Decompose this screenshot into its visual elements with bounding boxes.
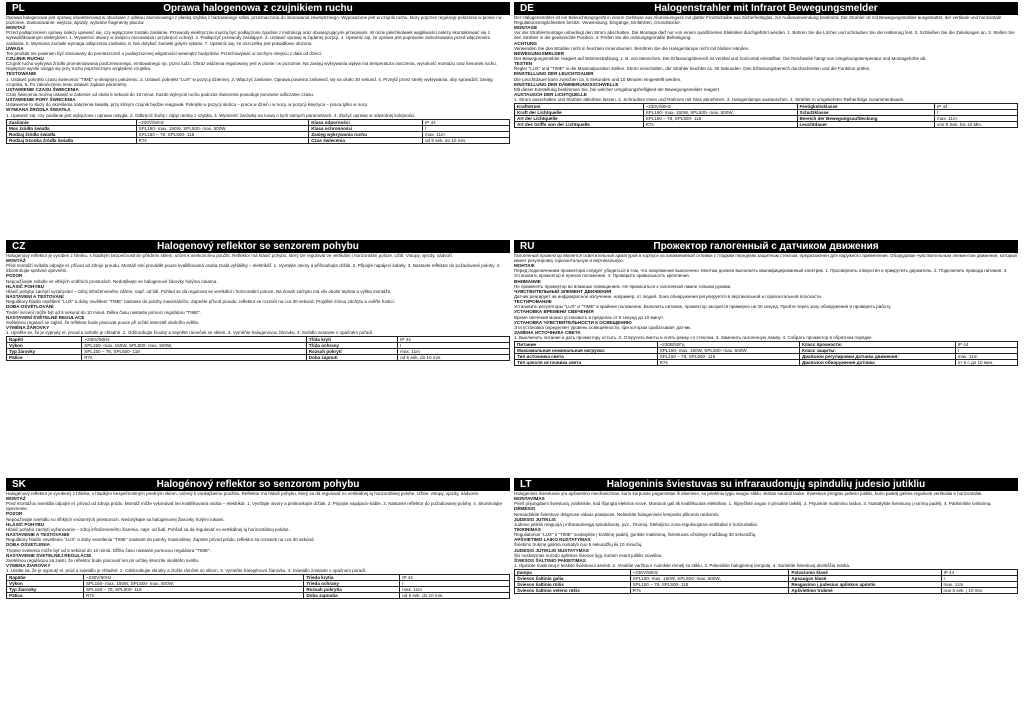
subheading: TESTEN bbox=[514, 61, 533, 67]
subheading: TESTOWANIE bbox=[6, 71, 37, 77]
paragraph: Reguliatorius "LUX" ir "TIME" nustatykite į kraštinę padėtį. Įjunkite maitinimą, šviestuvas užsidegs maždaug 30 sekundžių. bbox=[514, 532, 757, 538]
spec-label: Typ žárovky bbox=[7, 349, 82, 355]
spec-value: ~230V/50Hz bbox=[83, 575, 303, 581]
paragraph: Czas świecenia można ustawić w zakresie od około 5 sekund do 10 minut. Każde wykrycie ruchu podczas świecenia powoduje ponowne odliczanie czasu. bbox=[6, 91, 315, 97]
subheading: ŠVIESOS ŠALTINIO PAKEITIMAS bbox=[514, 557, 586, 563]
spec-value: ~230V/50Hz bbox=[136, 119, 309, 125]
spec-value: od 5 sek. do 10 min. bbox=[398, 355, 510, 361]
section-title-bar bbox=[6, 478, 510, 491]
spec-label: Výkon bbox=[7, 581, 84, 587]
spec-label: Napätie bbox=[7, 575, 84, 581]
section-de bbox=[514, 2, 1018, 240]
spec-label: Įtampa bbox=[515, 570, 631, 576]
paragraph: Regler "LUX" und "TIME" in die Maximalposition stellen. Strom einschalten, der Strahler leuchtet ca. 30 Sekunden. Den Erfassungsbereich durchschreiten und die Funktion prüfen. bbox=[514, 66, 871, 72]
spec-value: SPL150 – 78, SPL500- 118 bbox=[643, 116, 797, 122]
subheading: ЗАМЕНА ИСТОЧНИКА СВЕТА bbox=[514, 330, 581, 336]
spec-value: ~230V/50Hz bbox=[630, 570, 789, 576]
spec-label: Trieda krytia bbox=[304, 575, 400, 581]
subheading: UWAGA bbox=[6, 45, 24, 51]
paragraph: Pred montážou svietidla odpojte el. prívod od zdroja prúdu. Montáž môže vykonávať len kvalifikovaná osoba – elektrikár. 1. Vyvŕtajte otvory a priskrutkujte držiak. 2. Pripojte napájacie káble. 3. Nastavte reflektor do požadovanej polohy. 4. Skontrolujte upevnenie. bbox=[6, 501, 502, 512]
paragraph: Judesio jutiklis reaguoja į infraraudonąją spinduliuotę, pvz., žmonių. Stebėjimo zona reguliuojama vertikaliai ir horizontaliai. bbox=[514, 521, 758, 527]
language-code: SK bbox=[12, 479, 26, 490]
spec-value: nuo 5 sek. į 10 min. bbox=[941, 588, 1017, 594]
spec-value: SPL150 – 78, SPL500- 118 bbox=[82, 349, 306, 355]
spec-value: IP 44 bbox=[423, 119, 510, 125]
subheading: ТЕСТИРОВАНИЕ bbox=[514, 299, 552, 305]
paragraph: Hlásič pohybu zachytí vyzařování – zdroj infračerveného záření, např. od lidí. Pohled se dá regulovat ve vertikální i horizontální poloze. Na dosah záchytu má vliv okolní teplota a výška montáže. bbox=[6, 288, 392, 294]
spec-value: SPL150 – 78, SPL500- 118 bbox=[657, 354, 799, 360]
spec-value: SPL150- max. 150W, SPL500- max. 500W bbox=[136, 125, 309, 131]
spec-row bbox=[7, 137, 510, 143]
paragraph: 1. Upewnić się, czy zasilanie jest wyłączone i oprawa ostygła. 2. Odkręcić śruby i zdjąć ramkę z szybką. 3. Wymienić żarówkę na nową o tych samych parametrach. 4. Złożyć oprawę w odwrotnej kolejności. bbox=[6, 112, 416, 118]
spec-value: R7s bbox=[657, 360, 799, 366]
subheading: MONTÁŽ bbox=[6, 258, 26, 264]
spec-label: Класс прочности: bbox=[799, 342, 955, 348]
paragraph: Ustawienie to służy do określenia natężenia światła, przy którym czujnik będzie reagował. Pokrętło w pozycji słońca – praca w dzień i w nocy, w pozycji księżyca – praca tylko w nocy. bbox=[6, 102, 368, 108]
spec-label: Doba zapnutia bbox=[304, 593, 400, 599]
paragraph: Przed podłączeniem oprawy należy upewnić się, czy wyłączone zostało zasilanie. Przewody elektryczne muszą być podłączone zgodnie z instrukcją oraz obowiązującymi przepisami. W razie jakichkolwiek wątpliwości należy skontaktować się z wykwalifikowanym elektrykiem. 1. Wywiercić otwory w miejscu mocowania i przykręcić uchwyt. 2. Podłączyć przewody zasilające. 3. Ustawić oprawę w żądanej pozycji. 4. Upewnić się, że oprawa jest poprawnie zamontowana przed włączeniem zasilania. 5. Wymiana żarówki wymaga odłączenia zasilania. 6. Nie dotykać żarówki gołymi rękami. 7. Upewnić się, że uszczelka jest prawidłowo ułożona. bbox=[6, 30, 491, 46]
spec-value: SPL150- max. 150W, SPL500- max. 500W, bbox=[643, 110, 797, 116]
paragraph: Nepoužívajte svietidlo vo vlhkých vnútorných priestoroch. Nedotýkajte sa halogénovej žiarovky holými rukami. bbox=[6, 516, 225, 522]
section-body bbox=[6, 491, 510, 573]
paragraph: Regulátory hladin osvětlení "LUX" a doby osvětlení "TIME" nastavte do polohy maximálního. Zapněte přívod proudu, reflektor se rozsvítí na cca 30 sekund. Projděte zónou záchytu a ověřte funkci. bbox=[6, 299, 395, 305]
subheading: USTAWIENIE PORY ŚWIECENIA bbox=[6, 97, 76, 103]
subheading: MONTAGE bbox=[514, 25, 538, 31]
section-title: Halogeninis šviestuvas su infraraudonųjų spindulių judesio jutikliu bbox=[606, 479, 926, 490]
spec-value: I bbox=[934, 110, 1017, 116]
paragraph: Ten produkt nie powinien być stosowany do pomieszczeń o podwyższonej wilgotności wewnątrz budynków. Przechowywać w suchym miejscu z dala od dzieci. bbox=[6, 50, 323, 56]
paragraph: 1. Strom ausschalten und Strahler abkühlen lassen. 2. Schrauben lösen und Rahmen mit Glas abnehmen. 3. Halogenlampe austauschen. 4. Strahler in umgekehrter Reihenfolge zusammenbauen. bbox=[514, 97, 905, 103]
paragraph: Галогенный прожектор является осветительной арматурой в корпусе из алюминиевой отливки с гладким передним защитным стеклом, предназначен для наружного применения. Оборудован чувствительным элементом движения, который имеет регулировку горизонтальную и вертикальную. bbox=[514, 253, 1017, 264]
paragraph: Nepoužívejte svítidlo ve vlhkých vnitřních prostorách. Nedotýkejte se halogenové žárovky holýma rukama. bbox=[6, 278, 218, 284]
spec-label: Pätica bbox=[7, 593, 84, 599]
subheading: BEWEGUNGSMELDER bbox=[514, 50, 565, 56]
paragraph: Verwenden Sie den Strahler nicht in feuchten Innenräumen. Berühren Sie die Halogenlampe nicht mit bloßen Händen. bbox=[514, 45, 750, 51]
section-ru bbox=[514, 240, 1018, 478]
spec-label: Класс защиты: bbox=[799, 348, 955, 354]
spec-label: Art der Lichtquelle bbox=[515, 116, 644, 122]
subheading: MONTAŻ bbox=[6, 25, 26, 31]
spec-value: IP 44 bbox=[941, 570, 1017, 576]
language-code: PL bbox=[12, 3, 25, 14]
paragraph: Czujnik ruchu wykrywa źródło promieniowania podczerwonego, emitowanego np. przez ludzi. Obraz widzenia regulowany jest w pionie i w poziomie. Na zasięg wykrywania wpływ ma temperatura otoczenia, wysokość montażu oraz kierunek ruchu. Najlepsze wyniki osiąga się przy ruchu poprzecznym względem czujnika. bbox=[6, 61, 497, 72]
subheading: УСТАНОВКА ЧУВСТВИТЕЛЬНОСТИ К ОСВЕЩЕНИЮ bbox=[514, 319, 632, 325]
spec-value: R7s bbox=[630, 588, 789, 594]
subheading: ЧУВСТВИТЕЛЬНЫЙ ЭЛЕМЕНТ ДВИЖЕНИЯ bbox=[514, 288, 612, 294]
spec-label: Typ žiarovky bbox=[7, 587, 84, 593]
subheading: AUSTAUSCH DER LICHTQUELLE bbox=[514, 92, 587, 98]
spec-row bbox=[515, 122, 1018, 128]
spec-label: Rozsah pokrytia bbox=[304, 587, 400, 593]
spec-value: IP 44 bbox=[955, 342, 1017, 348]
spec-value: от 5 с до 10 мин. bbox=[955, 360, 1017, 366]
spec-label: Art des Griffs von der Lichtquelle bbox=[515, 122, 644, 128]
spec-label: Moc źródła światła bbox=[7, 125, 137, 131]
spec-value: I bbox=[423, 125, 510, 131]
spec-label: Rodzaj źródła światła bbox=[7, 131, 137, 137]
left-column bbox=[6, 2, 510, 722]
spec-value: ~230V/50Hz bbox=[643, 104, 797, 110]
subheading: NASTAVENÍ SVĚTELNÉ REGULACE bbox=[6, 314, 85, 320]
spec-value: max. 11m bbox=[941, 582, 1017, 588]
spec-row bbox=[515, 360, 1018, 366]
spec-label: Šviesos šaltinio veleno rūšis bbox=[515, 588, 631, 594]
section-body bbox=[6, 253, 510, 335]
paragraph: Время свечения можно установить в пределах от 5 секунд до 10 минут. bbox=[514, 314, 664, 320]
subheading: DĖMESIO bbox=[514, 506, 536, 512]
subheading: EINSTELLUNG DER LEUCHTDAUER bbox=[514, 71, 594, 77]
paragraph: 1. Išjunkite maitinimą ir leiskite šviestuvui atvėsti. 2. Atsukite varžtus ir nuimkite rėmelį su stiklu. 3. Pakeiskite halogeninę lemputę. 4. Surinkite šviestuvą atvirkščia tvarka. bbox=[514, 563, 851, 569]
paragraph: Der Bewegungsmelder reagiert auf Wärmestrahlung, z. B. von Menschen. Der Erfassungsbereich ist vertikal und horizontal einstellbar. Die Reichweite hängt von Umgebungstemperatur und Montagehöhe ab. bbox=[514, 56, 927, 62]
section-title-bar bbox=[514, 2, 1018, 15]
spec-value: I bbox=[941, 576, 1017, 582]
spec-value: ~230V/50Hz bbox=[82, 337, 306, 343]
spec-label: Doba zapnutí bbox=[306, 355, 397, 361]
specifications-table bbox=[514, 341, 1018, 366]
subheading: MONTÁŽ bbox=[6, 496, 26, 502]
spec-label: Kraft der Lichtquelle bbox=[515, 110, 644, 116]
language-code: RU bbox=[520, 241, 535, 252]
paragraph: Před montáží svítidla odpojte el. přívod od zdroje proudu. Montáž smí provádět pouze kvalifikovaná osoba znalá vyhlášky – elektrikář. 1. Vyvrtejte otvory a přišroubujte držák. 2. Připojte napájecí kabely. 3. Nastavte reflektor do požadované polohy. 4. Zkontrolujte správné upevnění. bbox=[6, 263, 501, 274]
subheading: EINSTELLUNG DER DÄMMERUNGSSCHWELLE bbox=[514, 81, 619, 87]
spec-label: Leuchtdauer bbox=[797, 122, 934, 128]
section-title-bar bbox=[6, 240, 510, 253]
spec-value: R7s bbox=[82, 355, 306, 361]
language-code: LT bbox=[520, 479, 532, 490]
paragraph: Trvanie svietenia môže byť od 5 sekúnd do 10 minút. Dĺžku času nastavte pomocou regulátora "TIME". bbox=[6, 547, 211, 553]
paragraph: Světelnou regulací se zajistí, že reflektor bude pracovat pouze při určité intenzitě okolního světla. bbox=[6, 319, 200, 325]
spec-value: SPL150- max. 150W, SPL500- max. 500W, bbox=[657, 348, 799, 354]
spec-label: Питание bbox=[515, 342, 658, 348]
spec-value: IP 44 bbox=[398, 337, 510, 343]
spec-label: Festigkeitsklasse bbox=[797, 104, 934, 110]
spec-label: Тип цоколя источника света bbox=[515, 360, 658, 366]
subheading: ACHTUNG bbox=[514, 40, 537, 46]
spec-label: Klasa odporności bbox=[309, 119, 423, 125]
section-body bbox=[514, 491, 1018, 568]
spec-value: IP 44 bbox=[934, 104, 1017, 110]
spec-value: max. 11m bbox=[934, 116, 1017, 122]
spec-value: SPL150- max. 150W, SPL500- max. 500W, bbox=[83, 581, 303, 587]
paragraph: Švietimo trukmę galima nustatyti nuo 5 sekundžių iki 10 minučių. bbox=[514, 542, 643, 548]
subheading: POZOR bbox=[6, 511, 23, 517]
spec-value: max. 11m bbox=[955, 354, 1017, 360]
spec-value: R7s bbox=[643, 122, 797, 128]
paragraph: Nenaudokite šviestuvo drėgnose vidaus patalpose. Nelieskite halogeninės lemputės plikomis rankomis. bbox=[514, 511, 720, 517]
subheading: ВНИМАНИЕ bbox=[514, 278, 541, 284]
subheading: DOBA OSVĚTLOVÁNÍ bbox=[6, 304, 54, 310]
spec-label: Klasa ochronności bbox=[309, 125, 423, 131]
spec-label: Patvarumo klasė bbox=[789, 570, 941, 576]
spec-label: Trieda ochrany bbox=[304, 581, 400, 587]
spec-label: Reagavimo į judesius aplinkos apimtis bbox=[789, 582, 941, 588]
section-title-bar bbox=[514, 478, 1018, 491]
spec-label: Šviesos šaltinio galia bbox=[515, 576, 631, 582]
spec-label: Czas świecenia bbox=[309, 137, 423, 143]
section-title-bar bbox=[514, 240, 1018, 253]
specifications-table bbox=[514, 569, 1018, 594]
paragraph: Перед подключением прожектора следует убедиться в том, что напряжение выключено. Монтаж должен выполнять квалифицированный электрик. 1. Просверлить отверстия и прикрутить держатель. 2. Подключить провода питания. 3. Установить прожектор в нужное положение. 4. Проверить правильность крепления. bbox=[514, 268, 1008, 279]
section-title-bar bbox=[6, 2, 510, 15]
paragraph: Не применять прожектор во влажных помещениях. Не прикасаться к галогенной лампе голыми руками. bbox=[514, 283, 732, 289]
spec-value: SPL150- max. 150W, SPL500- max. 500W, bbox=[82, 343, 306, 349]
subheading: MONTAVIMAS bbox=[514, 496, 545, 502]
spec-label: Apsaugos klasė bbox=[789, 576, 941, 582]
spec-label: Apšvietimo trukmė bbox=[789, 588, 941, 594]
spec-label: Zasięg wykrywania ruchu bbox=[309, 131, 423, 137]
spec-value: R7s bbox=[83, 593, 303, 599]
spec-row bbox=[515, 588, 1018, 594]
spec-value: IP 44 bbox=[400, 575, 510, 581]
subheading: NASTAVENÍ A TESTOVÁNÍ bbox=[6, 294, 64, 300]
spec-label: Schutzklasse bbox=[797, 110, 934, 116]
spec-value: SPL150- max. 150W, SPL500- max. 500W, bbox=[630, 576, 789, 582]
subheading: NASTAVENIE A TESTOVANIE bbox=[6, 532, 70, 538]
language-code: DE bbox=[520, 3, 534, 14]
spec-value: max. 11m bbox=[423, 131, 510, 137]
spec-label: Диапазон обнаружения датчика bbox=[799, 360, 955, 366]
paragraph: Vor der Strahlermontage unbedingt den Strom abschalten. Die Montage darf nur von einem qualifizierten Elektriker durchgeführt werden. 1. Bohren Sie die Löcher und schrauben Sie die Halterung fest. 2. Schließen Sie die Zuleitungen an. 3. Stellen Sie den Strahler in die gewünschte Position. 4. Prüfen Sie die ordnungsgemäße Befestigung. bbox=[514, 30, 1015, 41]
paragraph: Šis nustatymas nurodo aplinkos šviesos lygį, kuriam esant jutiklis suveikia. bbox=[514, 552, 663, 558]
paragraph: Установить регуляторы "LUX" и "TIME" в крайнее положение. Включить питание, прожектор загорится примерно на 30 секунд. Пройти через зону обнаружения и проверить работу. bbox=[514, 304, 892, 310]
spec-value: max. 11m bbox=[400, 587, 510, 593]
spec-label: Výkon bbox=[7, 343, 82, 349]
subheading: POZOR bbox=[6, 273, 23, 279]
subheading: WYMIANA ŹRÓDŁA ŚWIATŁA bbox=[6, 107, 71, 113]
paragraph: Oprawa halogenowa jest oprawą oświetleniową w obudowie z odlewu aluminiowego z płaską szybką z hartowanego szkła, przeznaczona do stosowania zewnętrznego. Wyposażone jest w czujnik ruchu, który poprzez regulację położenia w pionie i w poziomie. Zastosowanie: wejścia, wjazdy, wybrane fragmenty placów. bbox=[6, 15, 502, 26]
subheading: УСТАНОВКА ВРЕМЕНИ СВЕЧЕНИЯ bbox=[514, 309, 594, 315]
section-title: Прожектор галогенный с датчиком движения bbox=[653, 241, 879, 252]
language-code: CZ bbox=[12, 241, 26, 252]
spec-value: SPL150 – 78, SPL500- 118 bbox=[83, 587, 303, 593]
section-sk bbox=[6, 478, 510, 718]
paragraph: Halogeninis šviestuvas yra apšvietimo mechanizmas, kurio korpusas pagamintas iš aliuminio, su priekiniu lygiu saugiu stiklu, skirtas naudoti lauke. Šviestuve įrengtas judesio jutiklis, kurio padėtį galima reguliuoti vertikaliai ir horizontaliai. bbox=[514, 491, 983, 496]
spec-label: Kraftstrom bbox=[515, 104, 644, 110]
spec-label: Šviesos šaltinio rūšis bbox=[515, 582, 631, 588]
section-title: Halogénový reflektor so senzorom pohybu bbox=[156, 479, 360, 490]
spec-value: max. 11m bbox=[398, 349, 510, 355]
spec-value: I bbox=[955, 348, 1017, 354]
specifications-table bbox=[514, 103, 1018, 128]
specifications-table bbox=[6, 574, 510, 599]
spec-label: Třída krytí bbox=[306, 337, 397, 343]
paragraph: Halogenový reflektor je vyroben z hliníku, s hladkým bezpečnostním předním sklem, určen k venkovnímu použití. Reflektor má hlásič pohybu, který lze regulovat ve vertikální i horizontální poloze. Užití: Vstupy, vjezdy, nádvoří. bbox=[6, 253, 454, 258]
subheading: APŠVIETIMO LAIKO NUSTATYMAS bbox=[514, 537, 591, 543]
spec-label: Диапазон регулировки датчика движения: bbox=[799, 354, 955, 360]
subheading: USTAWIENIE CZASU ŚWIECENIA bbox=[6, 86, 79, 92]
paragraph: 1. Ujistěte se, že je vypnutý el. proud a svítidlo je chladné. 2. Odšroubujte šrouby a sejměte rámeček se sklem. 3. Vyměňte halogenovou žárovku. 4. Svítidlo sestavte v opačném pořadí. bbox=[6, 330, 374, 336]
paragraph: Die Leuchtdauer kann zwischen ca. 5 Sekunden und 10 Minuten eingestellt werden. bbox=[514, 76, 682, 82]
paragraph: Der Halogenstrahler ist ein Beleuchtungsgerät in einem Gehäuse aus Aluminiumguss mit glatter Frontscheibe aus Sicherheitsglas, zur Außenanwendung bestimmt. Der Strahler ist mit Bewegungsmelder ausgestattet, der vertikale und horizontale Regulationsmöglichkeiten besitzt. Verwendung: Eingänge, Einfahrten, Grundstücke. bbox=[514, 15, 1002, 26]
paragraph: Prieš prijungdami šviestuvą, įsitikinkite, kad išjungta elektros srovė. Montuoti gali tik kvalifikuotas elektrikas. 1. Išgręžkite angas ir prisukite laikiklį. 2. Prijunkite maitinimo laidus. 3. Nustatykite šviestuvą į norimą padėtį. 4. Patikrinkite tvirtinimą. bbox=[514, 501, 992, 507]
spec-label: Максимальная номинальная нагрузка: bbox=[515, 348, 658, 354]
right-column bbox=[514, 2, 1018, 722]
spec-label: Bereich der Bewegungsaufdeckung bbox=[797, 116, 934, 122]
subheading: HLÁSIČ POHYBU bbox=[6, 521, 45, 527]
section-pl bbox=[6, 2, 510, 240]
spec-label: Rozsah pokrytí bbox=[306, 349, 397, 355]
paragraph: Svetelnou reguláciou sa zaistí, že reflektor bude pracovať len pri určitej intenzite okolitého svetla. bbox=[6, 557, 200, 563]
paragraph: 1. Uistite sa, že je vypnutý el. prúd a svietidlo je chladné. 2. Odskrutkujte skrutky a zložte rámček so sklom. 3. Vymeňte halogénovú žiarovku. 4. Svietidlo zostavte v opačnom poradí. bbox=[6, 568, 367, 574]
spec-value: R7s bbox=[136, 137, 309, 143]
subheading: TIKRINIMAS bbox=[514, 526, 541, 532]
section-body bbox=[6, 15, 510, 118]
section-title: Oprawa halogenowa z czujnikiem ruchu bbox=[163, 3, 353, 14]
subheading: JUDESIO JUTIKLIS bbox=[514, 516, 556, 522]
paragraph: Эта установка определяет уровень освещённости, при котором срабатывает датчик. bbox=[514, 324, 692, 330]
section-lt bbox=[514, 478, 1018, 718]
paragraph: 1. Выключить питание и дать прожектору остыть. 2. Открутить винты и снять рамку со стеклом. 3. Заменить галогенную лампу. 4. Собрать прожектор в обратном порядке. bbox=[514, 335, 873, 341]
spec-label: Rodzaj trzonka źródła światła bbox=[7, 137, 137, 143]
paragraph: Halogénový reflektor je vyrobený z hliníka, s hladkým bezpečnostným predným sklom, určený k vonkajšiemu použitiu. Reflektor má hlásič pohybu, ktorý sa dá regulovať vo vertikálnej aj horizontálnej polohe. Užitie: vstupy, vjazdy, nádvorie. bbox=[6, 491, 480, 496]
specifications-table bbox=[6, 336, 510, 361]
spec-value: od 5 sek. do 10 min. bbox=[400, 593, 510, 599]
subheading: VÝMĚNA ŽÁROVKY bbox=[6, 324, 50, 330]
spec-value: od 5 sek. do 10 min. bbox=[423, 137, 510, 143]
spec-value: SPL150 – 78, SPL500- 118 bbox=[630, 582, 789, 588]
subheading: HLÁSIČ POHYBU bbox=[6, 283, 45, 289]
subheading: DOBA OSVETLENIA bbox=[6, 542, 50, 548]
spec-label: Pätice bbox=[7, 355, 82, 361]
subheading: МОНТАЖ bbox=[514, 263, 535, 269]
subheading: JUDESIO JUTIKLIO NUSTATYMAS bbox=[514, 547, 589, 553]
section-body bbox=[514, 15, 1018, 102]
specifications-table bbox=[6, 119, 510, 144]
spec-row bbox=[7, 593, 510, 599]
spec-label: Napětí bbox=[7, 337, 82, 343]
spec-value: I bbox=[398, 343, 510, 349]
spec-label: Třída ochrany bbox=[306, 343, 397, 349]
spec-label: Тип источника света bbox=[515, 354, 658, 360]
section-cz bbox=[6, 240, 510, 478]
spec-row bbox=[7, 355, 510, 361]
spec-label: Zasilanie bbox=[7, 119, 137, 125]
subheading: VÝMENA ŽIAROVKY bbox=[6, 562, 51, 568]
subheading: NASTAVENIE SVETELNEJ REGULÁCIE bbox=[6, 552, 92, 558]
paragraph: Mit dieser Einstellung bestimmen Sie, bei welcher Umgebungshelligkeit der Bewegungsmelder reagiert. bbox=[514, 86, 721, 92]
section-body bbox=[514, 253, 1018, 340]
spec-value: ~230В/50Гц bbox=[657, 342, 799, 348]
paragraph: Regulátory hladín osvetlenia "LUX" a doby osvetlenia "TIME" nastavte do polohy maximálnej. Zapnite prívod prúdu, reflektor sa rozsvieti na cca 30 sekúnd. bbox=[6, 537, 315, 543]
paragraph: Hlásič pohybu zachytí vyžarovanie – zdroj infračerveného žiarenia, napr. od ľudí. Pohľad sa dá regulovať vo vertikálnej aj horizontálnej polohe. bbox=[6, 526, 290, 532]
spec-value: von 5 Sek. bis 10 Min. bbox=[934, 122, 1017, 128]
paragraph: Датчик реагирует на инфракрасное излучение, например, от людей. Зона обнаружения регулируется в вертикальной и горизонтальной плоскости. bbox=[514, 294, 823, 300]
section-title: Halogenstrahler mit Infrarot Bewegungsmelder bbox=[654, 3, 878, 14]
paragraph: Trvání svícení může být od 5 sekund do 10 minut. Délku času nastavte pomocí regulátoru "TIME". bbox=[6, 309, 202, 315]
section-title: Halogenový reflektor se senzorem pohybu bbox=[157, 241, 359, 252]
spec-value: I bbox=[400, 581, 510, 587]
subheading: CZUJNIK RUCHU bbox=[6, 55, 44, 61]
paragraph: 1. Ustawić pokrętło czasu świecenia "TIME" w skrajnym położeniu. 2. Ustawić pokrętło "LUX" w pozycji dziennej. 3. Włączyć zasilanie. Oprawa powinna zaświecić się na około 30 sekund. 4. Przejść przez strefę wykrywania, aby sprawdzić zasięg czujnika. 5. Po zakończeniu testu ustawić żądane parametry. bbox=[6, 76, 493, 87]
spec-value: SPL150 – 78, SPL500- 118 bbox=[136, 131, 309, 137]
